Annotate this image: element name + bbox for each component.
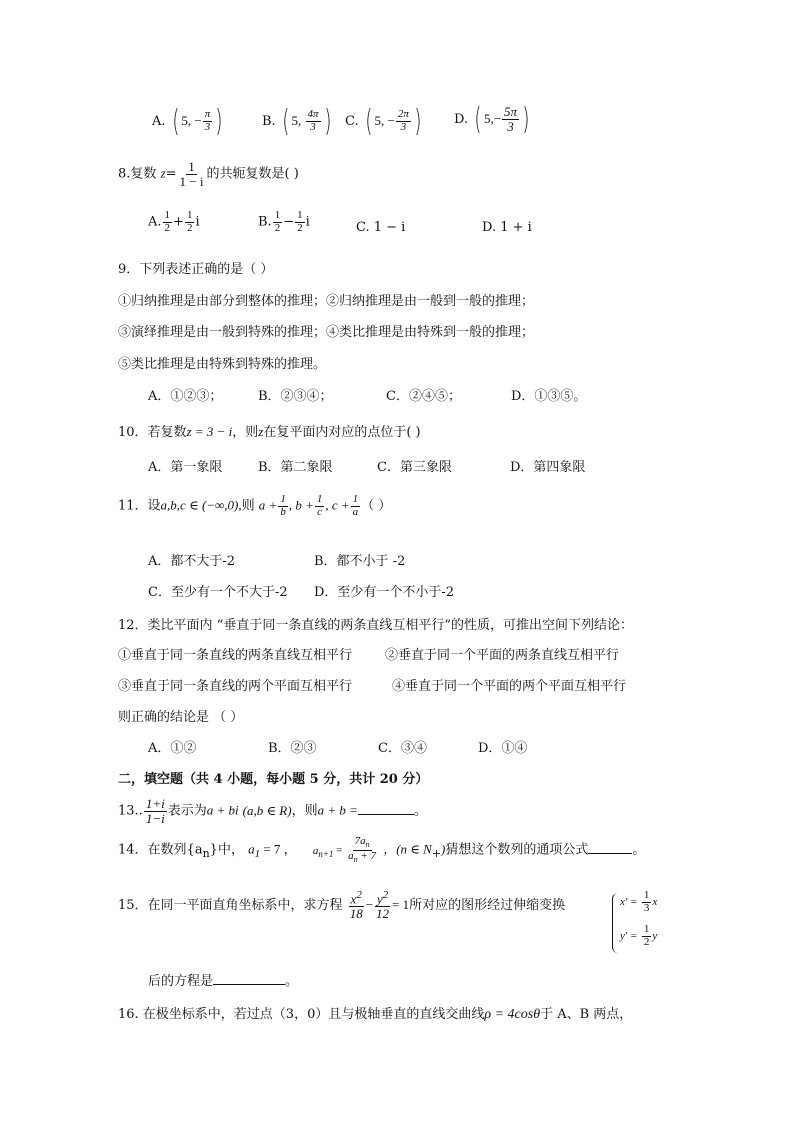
section-heading: 二，填空题（共 4 小题，每小题 5 分，共计 20 分） (118, 772, 429, 787)
option-label: D. (454, 112, 469, 127)
fraction: $\frac{7a_n}{a_n + 7}$ (348, 835, 377, 864)
option-label: B. (262, 114, 276, 129)
q9-statement-3: ⑤类比推理是由特殊到特殊的推理。 (118, 357, 327, 372)
q7-option-b: B. ( 5, $\frac{4\pi}{3}$ ) (262, 104, 331, 139)
q11-option-a: A．都不大于-2 (148, 554, 236, 569)
q8-option-c: C. 1 − i (356, 220, 406, 235)
option-label: A. (152, 114, 166, 129)
transformation-brace (612, 893, 619, 953)
q12-statement-3: ③垂直于同一条直线的两个平面互相平行 (118, 679, 353, 694)
answer-blank[interactable] (358, 800, 414, 815)
q8-option-b: B. $\frac{1}{2}$ − $\frac{1}{2}$ i (258, 209, 310, 234)
q12-statement-1: ①垂直于同一条直线的两条直线互相平行 (118, 648, 353, 663)
fraction: $\frac{1}{3}$ (643, 889, 650, 914)
q9-option-a: A．①②③； (148, 389, 223, 404)
q8-option-a: A. $\frac{1}{2}$ + $\frac{1}{2}$ i (148, 209, 200, 234)
q9-statement-2: ③演绎推理是由一般到特殊的推理；④类比推理是由特殊到一般的推理； (118, 325, 535, 340)
q8-stem: 8.复数 z= $\frac{1}{1 - i}$ 的共轭复数是( ) (118, 159, 299, 189)
q15-answer-line: 后的方程是 。 (148, 970, 298, 992)
q7-option-d: D. ( 5,− $\frac{5\pi}{3}$ ) (454, 102, 530, 137)
q12-statement-2: ②垂直于同一个平面的两条直线互相平行 (385, 648, 620, 663)
q10-stem: 10．若复数z = 3 − i，则z在复平面内对应的点位于( ) (118, 424, 421, 440)
q14-stem: 14．在数列$\{a_n\}$中， $a_1 = 7$ ， $a_{n+1}$ = $\frac{7a_n}{a_n + 7}$ ，(n ∈ $N_+$)猜想这个数列的通项公式 。 (118, 835, 646, 864)
fraction: $\frac{y^2}{12}$ (376, 889, 390, 921)
fraction: $\frac{1}{1 - i}$ (179, 159, 204, 189)
answer-blank[interactable] (588, 839, 632, 854)
fraction: $\frac{1}{2}$ (186, 209, 193, 234)
fraction: $\frac{1}{b}$ (280, 493, 286, 518)
q11-option-c: C．至少有一个不大于-2 (148, 585, 288, 600)
q12-statement-4: ④垂直于同一个平面的两个平面互相平行 (392, 679, 627, 694)
q11-stem: 11．设a,b,c ∈ (−∞,0),则 a + $\frac{1}{b}$ , b + $\frac{1}{c}$ , c + $\frac{1}{a}$ （ ） (118, 493, 392, 518)
q10-option-c: C．第三象限 (377, 460, 452, 475)
q12-stem: 12．类比平面内 “垂直于同一条直线的两条直线互相平行”的性质，可推出空间下列结论： (118, 618, 633, 633)
q10-option-d: D．第四象限 (510, 460, 586, 475)
fraction: $\frac{4\pi}{3}$ (307, 108, 319, 133)
fraction: $\frac{1}{2}$ (164, 209, 171, 234)
q7-option-a: A. ( 5, − $\frac{\pi}{3}$ ) (152, 104, 223, 139)
q16-stem: 16. 在极坐标系中，若过点（3，0）且与极轴垂直的直线交曲线ρ = 4cosθ于 A、B 两点， (118, 1007, 633, 1022)
q7-option-c: C. ( 5, − $\frac{2\pi}{3}$ ) (345, 104, 422, 139)
transform-x: x' = $\frac{1}{3}$ x (620, 889, 658, 914)
q13-stem: 13.. $\frac{1+i}{1-i}$ 表示为a + bi (a,b ∈ R)，则a + b = 。 (118, 796, 427, 826)
q15-stem: 15．在同一平面直角坐标系中，求方程 $\frac{x^2}{18}$ − $\frac{y^2}{12}$ = 1所对应的图形经过伸缩变换 (118, 889, 566, 921)
q9-statement-1: ①归纳推理是由部分到整体的推理；②归纳推理是由一般到一般的推理； (118, 294, 535, 309)
fraction: $\frac{5\pi}{3}$ (504, 104, 518, 134)
q12-option-a: A．①② (148, 741, 197, 756)
fraction: $\frac{x^2}{18}$ (349, 889, 363, 921)
q12-conclusion: 则正确的结论是 （ ） (118, 710, 244, 725)
q10-option-b: B．第二象限 (258, 460, 333, 475)
answer-blank[interactable] (213, 970, 285, 985)
q8-option-d: D. 1 + i (482, 220, 532, 235)
q9-option-c: C．②④⑤； (386, 389, 461, 404)
fraction: $\frac{1}{2}$ (274, 209, 281, 234)
fraction: $\frac{\pi}{3}$ (204, 108, 211, 133)
q9-option-b: B．②③④； (258, 389, 333, 404)
fraction: $\frac{1+i}{1-i}$ (145, 796, 165, 826)
q11-option-b: B．都不小于 -2 (314, 554, 406, 569)
q9-option-d: D．①③⑤。 (511, 389, 587, 404)
fraction: $\frac{2\pi}{3}$ (397, 108, 409, 133)
transform-y: y' = $\frac{1}{2}$ y (620, 923, 658, 948)
fraction: $\frac{1}{2}$ (643, 923, 650, 948)
fraction: $\frac{1}{a}$ (352, 493, 359, 518)
option-label: C. (345, 114, 359, 129)
q10-option-a: A．第一象限 (148, 460, 223, 475)
q12-option-c: C．③④ (378, 741, 427, 756)
fraction: $\frac{1}{c}$ (316, 493, 323, 518)
q9-stem: 9．下列表述正确的是（ ） (118, 262, 274, 277)
q12-option-b: B．②③ (268, 741, 317, 756)
q12-option-d: D．①④ (478, 741, 528, 756)
q11-option-d: D．至少有一个不小于-2 (314, 585, 455, 600)
fraction: $\frac{1}{2}$ (297, 209, 303, 234)
